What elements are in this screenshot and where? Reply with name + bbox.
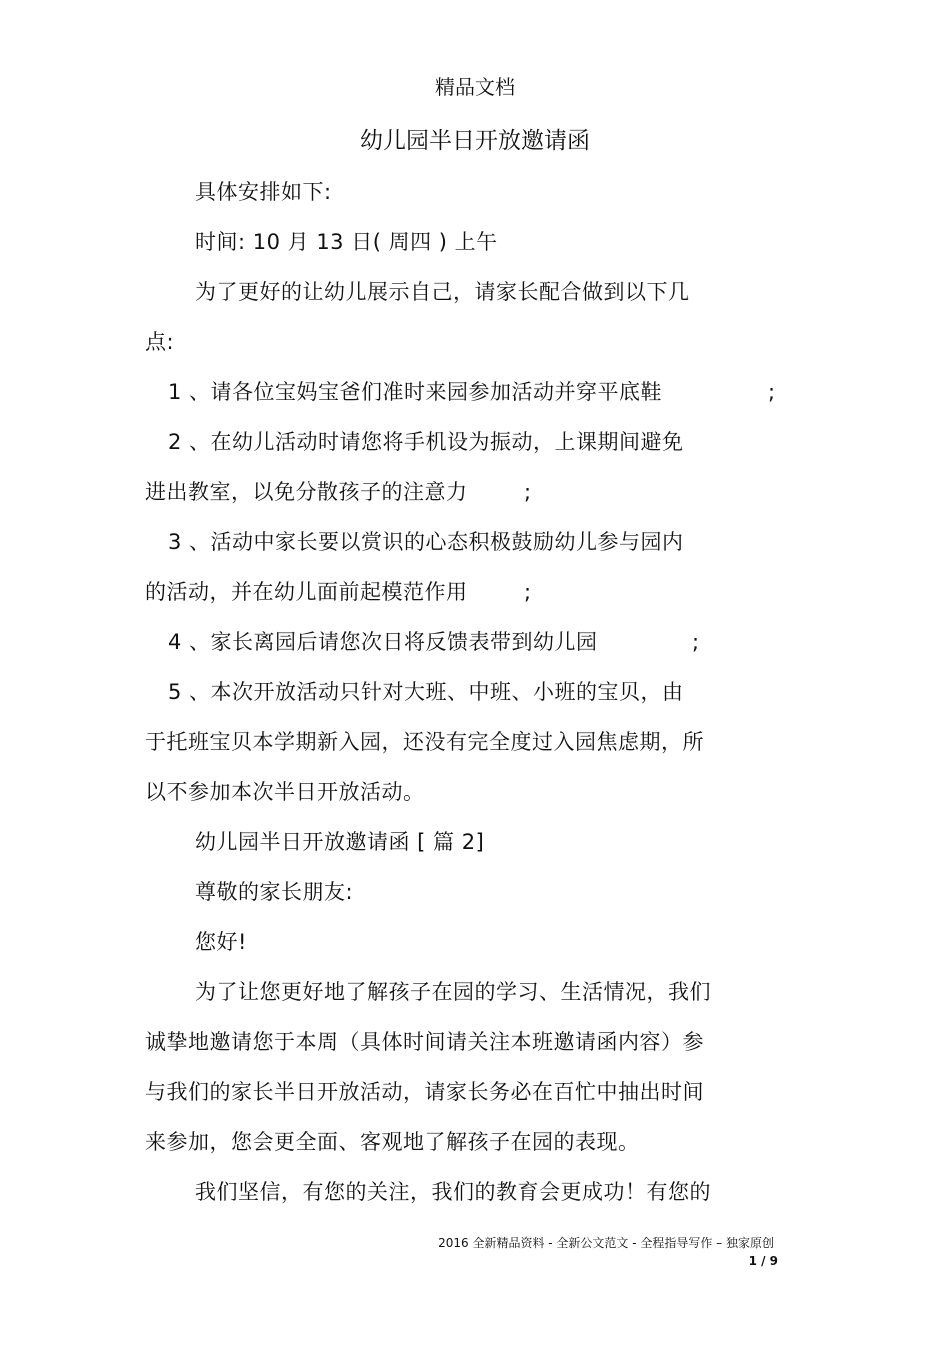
list-item-line: 5 、本次开放活动只针对大班、中班、小班的宝贝，由 [168, 680, 684, 704]
paragraph-line: 为了更好的让幼儿展示自己，请家长配合做到以下几 [195, 280, 690, 304]
section-heading: 幼儿园半日开放邀请函 [ 篇 2] [195, 830, 485, 854]
page-number: 1 / 9 [748, 1254, 778, 1268]
list-item-semicolon: ; [768, 380, 776, 404]
paragraph-line: 时间: 10 月 13 日( 周四 ) 上午 [195, 230, 498, 254]
page-header: 精品文档 [435, 75, 515, 99]
list-item-semicolon: ; [524, 580, 532, 604]
list-item-semicolon: ; [692, 630, 700, 654]
document-title: 幼儿园半日开放邀请函 [360, 128, 590, 154]
list-item-line: 以不参加本次半日开放活动。 [145, 780, 425, 804]
list-item-line: 进出教室，以免分散孩子的注意力 [145, 480, 468, 504]
paragraph-line: 为了让您更好地了解孩子在园的学习、生活情况，我们 [195, 980, 711, 1004]
list-item-line: 4 、家长离园后请您次日将反馈表带到幼儿园 [168, 630, 598, 654]
list-item-line: 1 、请各位宝妈宝爸们准时来园参加活动并穿平底鞋 [168, 380, 663, 404]
paragraph-line: 诚挚地邀请您于本周（具体时间请关注本班邀请函内容）参 [145, 1030, 704, 1054]
paragraph-line: 与我们的家长半日开放活动，请家长务必在百忙中抽出时间 [145, 1080, 704, 1104]
list-item-line: 2 、在幼儿活动时请您将手机设为振动，上课期间避免 [168, 430, 684, 454]
list-item-line: 3 、活动中家长要以赏识的心态积极鼓励幼儿参与园内 [168, 530, 684, 554]
paragraph-line: 我们坚信，有您的关注，我们的教育会更成功！有您的 [195, 1180, 711, 1204]
page-footer: 2016 全新精品资料 - 全新公文范文 - 全程指导写作 – 独家原创 [438, 1236, 774, 1250]
salutation: 尊敬的家长朋友: [195, 880, 354, 904]
list-item-line: 于托班宝贝本学期新入园，还没有完全度过入园焦虑期，所 [145, 730, 704, 754]
list-item-semicolon: ; [524, 480, 532, 504]
list-item-line: 的活动，并在幼儿面前起模范作用 [145, 580, 468, 604]
paragraph-line: 点: [145, 330, 175, 354]
greeting: 您好! [195, 930, 247, 954]
paragraph-line: 具体安排如下: [195, 180, 332, 204]
paragraph-line: 来参加，您会更全面、客观地了解孩子在园的表现。 [145, 1130, 640, 1154]
